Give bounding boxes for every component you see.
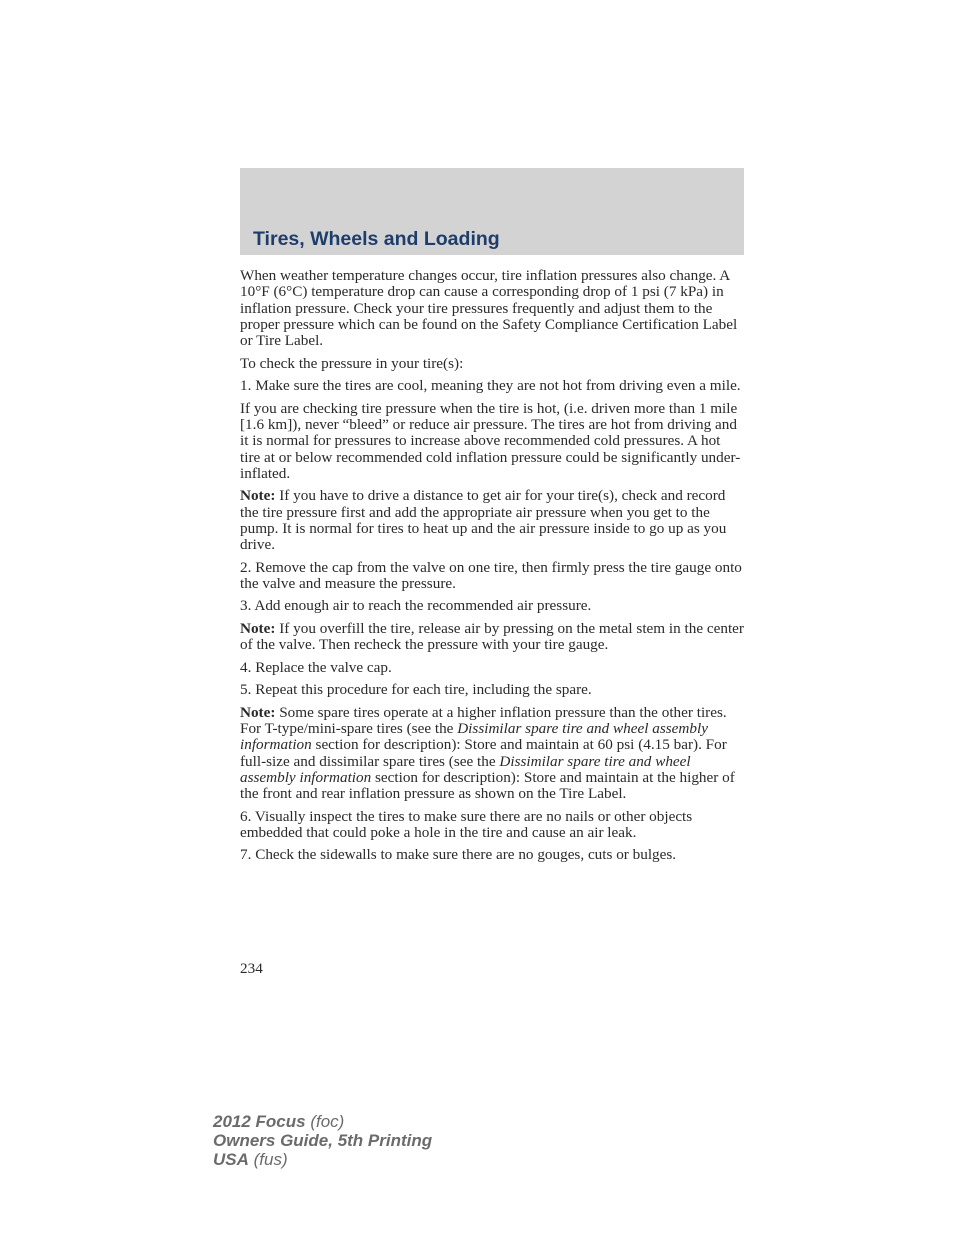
step-4: 4. Replace the valve cap. xyxy=(240,658,392,676)
footer-model-code: (foc) xyxy=(305,1112,345,1131)
section-header-band xyxy=(240,168,744,255)
section-title: Tires, Wheels and Loading xyxy=(253,228,500,250)
step-3: 3. Add enough air to reach the recommended air pressure. xyxy=(240,597,592,615)
note-label: Note: xyxy=(240,619,276,637)
footer-market: USA xyxy=(213,1150,249,1169)
note-spare-tires xyxy=(240,705,744,803)
paragraph-check-intro: To check the pressure in your tire(s): xyxy=(240,354,464,372)
note-text: If you overfill the tire, release air by pressing on the metal stem in the center of the valve. Then recheck the pressure with your tire gauge. xyxy=(240,619,744,654)
cross-reference-dissimilar-spare: Dissimilar spare tire and wheel assembly information xyxy=(240,720,708,754)
paragraph-temperature: When weather temperature changes occur, tire inflation pressures also change. A 10°F (6°C) temperature drop can cause a corresponding drop of 1 psi (7 kPa) in inflation pressure. Check your tire pressures frequently and adjust them to the proper pressure which can be found on the Safety Compliance Certification Label or Tire Label. xyxy=(240,267,738,350)
note-label: Note: xyxy=(240,487,276,505)
footer-line-market xyxy=(213,1150,432,1169)
note-text: section for description): Store and maintain at 60 psi (4.15 bar). For full-size and dissimilar spare tires (see the xyxy=(240,736,727,770)
step-7: 7. Check the sidewalls to make sure there are no gouges, cuts or bulges. xyxy=(240,846,677,864)
footer-market-code: (fus) xyxy=(248,1150,288,1169)
footer-line-model xyxy=(213,1112,432,1131)
footer-line-edition: Owners Guide, 5th Printing xyxy=(213,1131,433,1150)
note-overfill xyxy=(240,621,744,654)
note-text: Some spare tires operate at a higher inflation pressure than the other tires. For T-type/mini-spare tires (see the xyxy=(240,703,727,737)
note-text: section for description): Store and maintain at the higher of the front and rear inflation pressure as shown on the Tire Label. xyxy=(240,768,735,803)
page-number: 234 xyxy=(240,960,263,977)
step-5: 5. Repeat this procedure for each tire, including the spare. xyxy=(240,681,592,699)
cross-reference-dissimilar-spare: Dissimilar spare tire and wheel assembly information xyxy=(240,752,691,786)
step-2: 2. Remove the cap from the valve on one tire, then firmly press the tire gauge onto the valve and measure the pressure. xyxy=(240,558,742,592)
step-6: 6. Visually inspect the tires to make sure there are no nails or other objects embedded that could poke a hole in the tire and cause an air leak. xyxy=(240,807,693,841)
note-drive-distance xyxy=(240,488,744,553)
page-body xyxy=(240,268,744,870)
paragraph-hot-tire: If you are checking tire pressure when the tire is hot, (i.e. driven more than 1 mile [1.6 km]), never “bleed” or reduce air pressure. The tires are hot from driving and it is normal for pressures to increase above recommended cold pressures. A hot tire at or below recommended cold inflation pressure could be significantly under-inflated. xyxy=(240,399,741,482)
note-text: If you have to drive a distance to get air for your tire(s), check and record the tire pressure first and add the appropriate air pressure when you get to the pump. It is normal for tires to heat up and the air pressure inside to go up as you drive. xyxy=(240,487,727,554)
footer-model: 2012 Focus xyxy=(213,1112,306,1131)
document-footer xyxy=(213,1112,432,1169)
note-label: Note: xyxy=(240,703,276,721)
step-1: 1. Make sure the tires are cool, meaning they are not hot from driving even a mile. xyxy=(240,377,741,395)
